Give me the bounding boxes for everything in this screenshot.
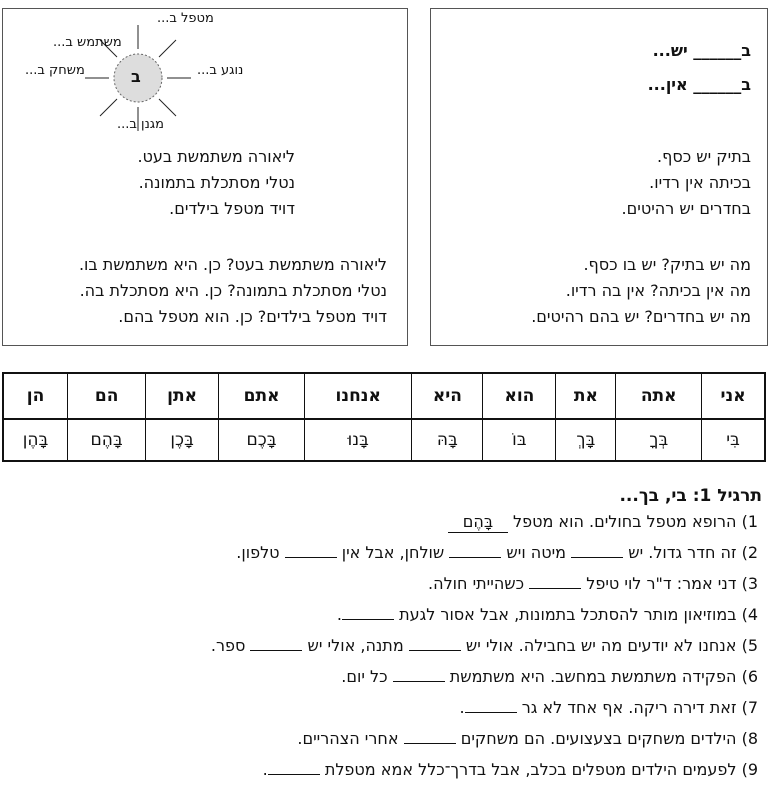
form-cell: בָּכֶם bbox=[219, 419, 305, 461]
exercise-answer-blank[interactable] bbox=[250, 636, 302, 651]
exercise-item-text: במוזיאון מותר להסתכל בתמונות, אבל אסור לגעת bbox=[394, 605, 737, 624]
right-qa-1: מה יש בתיק? יש בו כסף. bbox=[583, 255, 751, 274]
form-cell: בָּהֶם bbox=[68, 419, 146, 461]
pronoun-cell: אנחנו bbox=[305, 373, 412, 419]
exercise-item-number: 1) bbox=[736, 512, 758, 531]
form-cell: בָּנוּ bbox=[305, 419, 412, 461]
exercise-list bbox=[0, 512, 762, 796]
exercise-title: תרגיל 1: בי, בך... bbox=[619, 486, 762, 506]
exercise-item bbox=[428, 574, 758, 594]
exercise-item-text: הילדים משחקים בצעצועים. הם משחקים bbox=[455, 729, 737, 748]
form-cell: בּוֹ bbox=[483, 419, 556, 461]
exercise-answer-blank[interactable] bbox=[404, 729, 456, 744]
pronoun-header-row bbox=[3, 373, 765, 419]
pronoun-cell: הן bbox=[3, 373, 68, 419]
pronoun-cell: אתן bbox=[146, 373, 219, 419]
exercise-item bbox=[211, 636, 758, 656]
sun-label-mesachek: משחק ב... bbox=[25, 63, 85, 78]
right-sentence-1: בתיק יש כסף. bbox=[657, 147, 751, 166]
sun-label-mishtamesh: משתמש ב... bbox=[53, 35, 122, 50]
left-qa-2: נטלי מסתכלת בתמונה? כן. היא מסתכלת בה. bbox=[79, 281, 387, 300]
exercise-item-text: הפקידה משתמשת במחשב. היא משתמשת bbox=[444, 667, 737, 686]
right-sentence-3: בחדרים יש רהיטים. bbox=[621, 199, 751, 218]
exercise-answer-blank[interactable] bbox=[409, 636, 461, 651]
exercise-item-text: זאת דירה ריקה. אף אחד לא גר bbox=[516, 698, 737, 717]
exercise-item bbox=[236, 543, 758, 563]
sun-label-menagen: מגנן ב... bbox=[117, 117, 164, 132]
form-cell: בָּךְ bbox=[556, 419, 616, 461]
left-qa-1: ליאורה משתמשת בעט? כן. היא משתמשת בו. bbox=[78, 255, 387, 274]
exercise-item-text: טלפון. bbox=[236, 543, 285, 562]
exercise-item-text: כל יום. bbox=[341, 667, 393, 686]
exercise-item-text: שולחן, אבל אין bbox=[336, 543, 450, 562]
exercise-item bbox=[460, 698, 758, 718]
left-sentence-2: נטלי מסתכלת בתמונה. bbox=[138, 173, 295, 192]
left-sentence-3: דויד מטפל בילדים. bbox=[169, 199, 295, 218]
exercise-item-number: 5) bbox=[736, 636, 758, 655]
exercise-answer-blank[interactable] bbox=[465, 698, 517, 713]
exercise-item-number: 7) bbox=[736, 698, 758, 717]
exercise-answer-blank[interactable] bbox=[285, 543, 337, 558]
exercise-item-number: 8) bbox=[736, 729, 758, 748]
right-header-line1: ב______ יש... bbox=[652, 41, 751, 60]
exercise-item-text: . bbox=[459, 698, 465, 717]
exercise-item-text: . bbox=[336, 605, 343, 624]
exercise-item bbox=[337, 605, 758, 625]
preposition-form-row bbox=[3, 419, 765, 461]
sun-label-metapel: מטפל ב... bbox=[157, 11, 214, 26]
right-qa-3: מה יש בחדרים? יש בהם רהיטים. bbox=[531, 307, 751, 326]
exercise-item-text: דני אמר: ד"ר לוי טיפל bbox=[581, 574, 737, 593]
form-cell: בְּךָ bbox=[616, 419, 702, 461]
exercise-item bbox=[341, 667, 758, 687]
pronoun-cell: את bbox=[556, 373, 616, 419]
pronoun-cell: אתה bbox=[616, 373, 702, 419]
exercise-answer-blank[interactable] bbox=[342, 605, 394, 620]
left-qa-3: דויד מטפל בילדים? כן. הוא מטפל בהם. bbox=[118, 307, 387, 326]
exercise-item-number: 4) bbox=[736, 605, 758, 624]
exercise-item-text: . bbox=[262, 760, 268, 779]
form-cell: בָּהֶן bbox=[3, 419, 68, 461]
form-cell: בִּי bbox=[702, 419, 765, 461]
right-sentence-2: בכיתה אין רדיו. bbox=[649, 173, 751, 192]
pronoun-cell: הוא bbox=[483, 373, 556, 419]
exercise-item-number: 3) bbox=[736, 574, 758, 593]
exercise-answer-filled[interactable]: בָּהֶם bbox=[448, 512, 508, 533]
left-example-box bbox=[2, 8, 408, 346]
exercise-item-text: מתנה, אולי יש bbox=[302, 636, 409, 655]
exercise-item-number: 6) bbox=[736, 667, 758, 686]
exercise-item-number: 2) bbox=[736, 543, 758, 562]
exercise-answer-blank[interactable] bbox=[571, 543, 623, 558]
exercise-item-text: הרופא מטפל בחולים. הוא מטפל bbox=[507, 512, 737, 531]
right-qa-2: מה אין בכיתה? אין בה רדיו. bbox=[565, 281, 751, 300]
sun-label-noge: נוגע ב... bbox=[197, 63, 244, 78]
exercise-answer-blank[interactable] bbox=[529, 574, 581, 589]
exercise-answer-blank[interactable] bbox=[393, 667, 445, 682]
exercise-item-number: 9) bbox=[736, 760, 758, 779]
exercise-item-text: ספר. bbox=[210, 636, 251, 655]
exercise-item bbox=[448, 512, 758, 533]
exercise-answer-blank[interactable] bbox=[268, 760, 320, 775]
exercise-answer-blank[interactable] bbox=[449, 543, 501, 558]
exercise-item-text: מיטה ויש bbox=[501, 543, 572, 562]
exercise-item-text: זה חדר גדול. יש bbox=[623, 543, 737, 562]
exercise-item-text: אחרי הצהריים. bbox=[297, 729, 404, 748]
pronoun-cell: הם bbox=[68, 373, 146, 419]
exercise-item bbox=[297, 729, 758, 749]
pronoun-cell: אתם bbox=[219, 373, 305, 419]
left-sentence-1: ליאורה משתמשת בעט. bbox=[137, 147, 295, 166]
right-example-box bbox=[430, 8, 768, 346]
exercise-item-text: לפעמים הילדים מטפלים בכלב, אבל בדרך־כלל אמא מטפלת bbox=[319, 760, 737, 779]
right-header-line2: ב______ אין... bbox=[647, 75, 751, 94]
form-cell: בָּכֶן bbox=[146, 419, 219, 461]
exercise-item bbox=[263, 760, 758, 780]
exercise-item-text: כשהייתי חולה. bbox=[428, 574, 530, 593]
pronoun-cell: אני bbox=[702, 373, 765, 419]
pronoun-cell: היא bbox=[412, 373, 483, 419]
exercise-item-text: אנחנו לא יודעים מה יש בחבילה. אולי יש bbox=[460, 636, 737, 655]
form-cell: בָּהּ bbox=[412, 419, 483, 461]
pronoun-table bbox=[2, 372, 766, 462]
sun-center-letter: ב bbox=[131, 67, 141, 86]
